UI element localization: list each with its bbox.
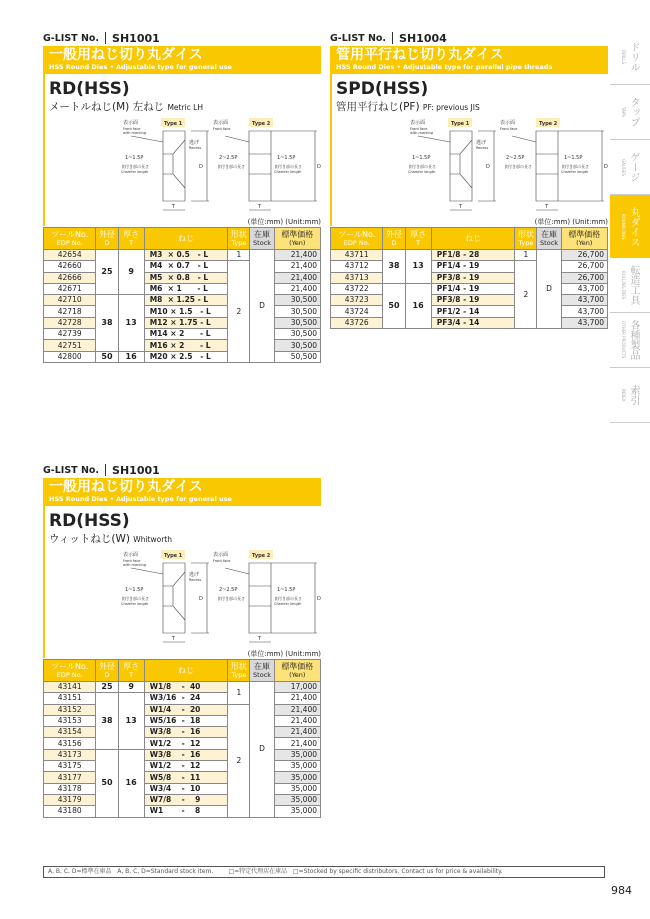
front-face-label: 表示面	[123, 120, 139, 126]
front-face-label-2: 表示面	[500, 120, 516, 126]
chamfer-en: Chamfer length	[121, 602, 149, 606]
thread-size: PF1/2 - 14	[431, 306, 515, 317]
table-row	[44, 682, 321, 693]
d-label: D	[486, 164, 490, 170]
header-stock: 在庫 Stock	[250, 660, 274, 682]
table-row	[44, 806, 321, 817]
price: 21,400	[274, 261, 320, 272]
front-face-en: Front face	[123, 559, 141, 563]
front-face-label: 表示面	[410, 120, 426, 126]
d-label-2: D	[604, 164, 608, 170]
product-table	[330, 227, 608, 329]
thread-size: W7/8 - 9	[144, 794, 228, 805]
front-face-en: Front face	[123, 127, 141, 131]
thread-type-en: PF: previous JIS	[422, 103, 480, 112]
edp-number: 43151	[44, 693, 96, 704]
edp-number: 42666	[44, 272, 96, 283]
glist-label: G-LIST No.	[43, 464, 100, 476]
diameter: 38	[383, 250, 405, 284]
thickness: 13	[405, 250, 431, 284]
die-dimension-diagram	[121, 118, 321, 213]
table-row	[44, 340, 321, 351]
glist-header	[43, 30, 321, 46]
header-price: 標準価格 (Yen)	[274, 228, 320, 250]
edp-number: 42660	[44, 261, 96, 272]
stock-code: D	[250, 682, 274, 818]
price: 43,700	[561, 283, 607, 294]
table-row	[331, 306, 608, 317]
edp-number: 43152	[44, 704, 96, 715]
header-t: 厚さ T	[118, 228, 144, 250]
d-label-2: D	[317, 164, 321, 170]
thread-size: PF1/4 - 19	[431, 283, 515, 294]
section-title: 一般用ねじ切り丸ダイス	[49, 479, 203, 495]
table-row	[331, 261, 608, 272]
header-type: 形状 Type	[228, 660, 250, 682]
type2-label: Type 2	[539, 121, 558, 127]
price: 30,500	[274, 295, 320, 306]
price: 43,700	[561, 295, 607, 306]
thickness: 16	[118, 749, 144, 817]
chamfer-jp-2: 食付き部の長さ	[504, 164, 532, 169]
thread-size: PF3/8 - 19	[431, 272, 515, 283]
t-label: T	[172, 636, 176, 642]
edp-number: 43712	[331, 261, 383, 272]
category-sidebar	[610, 30, 650, 423]
thickness: 16	[405, 283, 431, 328]
price: 17,000	[274, 682, 320, 693]
header-thread: ねじ	[144, 228, 228, 250]
chamfer-en: Chamfer length	[408, 170, 436, 174]
stock-code: D	[537, 250, 561, 329]
front-face-label-2: 表示面	[213, 552, 229, 558]
front-face-en-2: Front face	[213, 127, 231, 131]
sidebar-tab-other-products[interactable]	[610, 313, 650, 368]
header-thread: ねじ	[431, 228, 515, 250]
thread-type	[49, 99, 321, 114]
chamfer-jp: 食付き部の長さ	[121, 596, 149, 601]
edp-number: 42728	[44, 317, 96, 328]
sidebar-tab-label: 丸ダイス	[628, 206, 639, 247]
sidebar-tab-label-en: DRILLS	[621, 49, 626, 65]
thread-type-jp: 管用平行ねじ(PF)	[336, 101, 420, 113]
die-dimension-diagram	[121, 550, 321, 645]
price: 30,500	[274, 329, 320, 340]
sidebar-tab-label-en: ROLLING DIES	[621, 270, 626, 300]
price: 21,400	[274, 272, 320, 283]
edp-number: 43726	[331, 317, 383, 328]
price: 35,000	[274, 783, 320, 794]
page-number: 984	[611, 884, 632, 897]
price: 21,400	[274, 283, 320, 294]
price: 21,400	[274, 715, 320, 726]
table-row	[44, 715, 321, 726]
price: 43,700	[561, 306, 607, 317]
edp-number: 43723	[331, 295, 383, 306]
glist-label: G-LIST No.	[330, 32, 387, 44]
price: 43,700	[561, 317, 607, 328]
thread-size: W3/8 - 16	[144, 749, 228, 760]
thread-size: W1 - 8	[144, 806, 228, 817]
thread-type-jp: メートルねじ(M) 左ねじ	[49, 101, 165, 113]
thread-size: PF1/8 - 28	[431, 250, 515, 261]
header-thread: ねじ	[144, 660, 228, 682]
unit-note: (単位:mm) (Unit:mm)	[247, 218, 321, 226]
sidebar-tab-round-dies[interactable]	[610, 195, 650, 258]
model-name: RD(HSS)	[49, 79, 130, 99]
diameter: 50	[96, 351, 118, 362]
diameter: 50	[383, 283, 405, 328]
recess-en: Recess	[189, 146, 202, 150]
table-row	[44, 693, 321, 704]
header-d: 外径 D	[383, 228, 405, 250]
t-label-2: T	[258, 204, 262, 210]
header-price: 標準価格 (Yen)	[274, 660, 320, 682]
table-row	[44, 295, 321, 306]
front-face-en2: with marking	[410, 131, 433, 135]
thread-type	[49, 531, 321, 546]
edp-number: 43179	[44, 794, 96, 805]
chamfer-range-1: 1~1.5P	[412, 155, 431, 161]
edp-number: 42671	[44, 283, 96, 294]
header-stock: 在庫 Stock	[537, 228, 561, 250]
price: 26,700	[561, 272, 607, 283]
section-subtitle: HSS Round Dies • Adjustable type for general use	[49, 495, 232, 503]
t-label: T	[459, 204, 463, 210]
section-accent-line	[43, 478, 45, 658]
thread-type-jp: ウィットねじ(W)	[49, 533, 130, 545]
t-label-2: T	[545, 204, 549, 210]
sidebar-tab-label-en: OTHER PRODUCTS	[621, 321, 626, 359]
chamfer-en: Chamfer length	[121, 170, 149, 174]
table-row	[331, 317, 608, 328]
type1-label: Type 1	[451, 121, 470, 127]
header-stock: 在庫 Stock	[250, 228, 274, 250]
chamfer-jp-2: 食付き部の長さ	[217, 164, 245, 169]
thread-size: M16 × 2 - L	[144, 340, 228, 351]
section-accent-line	[43, 46, 45, 226]
header-d: 外径 D	[96, 660, 118, 682]
thread-size: W1/2 - 12	[144, 761, 228, 772]
front-face-label: 表示面	[123, 552, 139, 558]
front-face-label-2: 表示面	[213, 120, 229, 126]
thickness: 13	[118, 693, 144, 749]
glist-label: G-LIST No.	[43, 32, 100, 44]
sidebar-tab-taps[interactable]	[610, 85, 650, 140]
table-row	[44, 749, 321, 760]
section-title: 管用平行ねじ切り丸ダイス	[336, 47, 504, 63]
thread-size: M10 × 1.5 - L	[144, 306, 228, 317]
thread-size: M3 × 0.5 - L	[144, 250, 228, 261]
price: 21,400	[274, 704, 320, 715]
chamfer-range-2: 2~2.5P	[219, 587, 238, 593]
d-label: D	[199, 164, 203, 170]
price: 35,000	[274, 806, 320, 817]
thread-size: W3/8 - 16	[144, 727, 228, 738]
thickness: 9	[118, 250, 144, 295]
chamfer-range-3: 1~1.5P	[564, 155, 583, 161]
edp-number: 42739	[44, 329, 96, 340]
table-row	[44, 351, 321, 362]
edp-number: 43173	[44, 749, 96, 760]
table-row	[44, 794, 321, 805]
glist-number: SH1001	[112, 31, 160, 45]
edp-number: 43180	[44, 806, 96, 817]
stock-code: D	[250, 250, 274, 363]
sidebar-tab-label: ドリル	[628, 42, 639, 72]
recess-label: 逃げ	[476, 140, 487, 146]
d-label: D	[199, 596, 203, 602]
edp-number: 43154	[44, 727, 96, 738]
table-row	[44, 772, 321, 783]
edp-number: 43156	[44, 738, 96, 749]
price: 35,000	[274, 749, 320, 760]
table-row	[44, 317, 321, 328]
header-d: 外径 D	[96, 228, 118, 250]
type-value: 2	[228, 261, 250, 363]
sidebar-tab-index[interactable]	[610, 368, 650, 423]
thread-size: W3/4 - 10	[144, 783, 228, 794]
sidebar-tab-label: 索引	[628, 385, 639, 405]
table-row	[44, 306, 321, 317]
thread-size: PF1/4 - 19	[431, 261, 515, 272]
front-face-en-2: Front face	[500, 127, 518, 131]
chamfer-range-3: 1~1.5P	[277, 155, 296, 161]
thread-size: W1/4 - 20	[144, 704, 228, 715]
model-name: RD(HSS)	[49, 511, 130, 531]
chamfer-range-2: 2~2.5P	[219, 155, 238, 161]
glist-number: SH1004	[399, 31, 447, 45]
header-edp: ツールNo. EDP No.	[44, 228, 96, 250]
type1-label: Type 1	[164, 553, 183, 559]
table-row	[44, 738, 321, 749]
type2-label: Type 2	[252, 553, 271, 559]
model-name: SPD(HSS)	[336, 79, 429, 99]
sidebar-tab-label: ゲージ	[628, 152, 639, 182]
thread-size: PF3/4 - 14	[431, 317, 515, 328]
d-label-2: D	[317, 596, 321, 602]
chamfer-jp-2: 食付き部の長さ	[217, 596, 245, 601]
thickness: 9	[118, 682, 144, 693]
diameter: 50	[96, 749, 118, 817]
thread-size: W3/16 - 24	[144, 693, 228, 704]
table-row	[44, 329, 321, 340]
edp-number: 43178	[44, 783, 96, 794]
price: 30,500	[274, 306, 320, 317]
price: 26,700	[561, 250, 607, 261]
edp-number: 43722	[331, 283, 383, 294]
unit-note: (単位:mm) (Unit:mm)	[247, 650, 321, 658]
table-row	[44, 783, 321, 794]
sidebar-tab-label: 各種製品	[628, 320, 639, 360]
header-price: 標準価格 (Yen)	[561, 228, 607, 250]
section-spd-pf	[330, 30, 608, 329]
header-type: 形状 Type	[228, 228, 250, 250]
table-row	[44, 727, 321, 738]
diameter: 25	[96, 250, 118, 295]
die-dimension-diagram	[408, 118, 608, 213]
sidebar-tab-gauges[interactable]	[610, 140, 650, 195]
price: 35,000	[274, 794, 320, 805]
type1-label: Type 1	[164, 121, 183, 127]
chamfer-jp-3: 食付き部の長さ	[274, 596, 302, 601]
edp-number: 43141	[44, 682, 96, 693]
thread-type-en: Whitworth	[133, 535, 172, 544]
type-value: 1	[228, 250, 250, 261]
type-value: 1	[228, 682, 250, 705]
chamfer-range-1: 1~1.5P	[125, 587, 144, 593]
recess-en: Recess	[476, 146, 489, 150]
sidebar-tab-label-en: INDEX	[621, 388, 626, 402]
price: 21,400	[274, 738, 320, 749]
thickness: 16	[118, 351, 144, 362]
thread-size: PF3/8 - 19	[431, 295, 515, 306]
header-edp: ツールNo. EDP No.	[44, 660, 96, 682]
section-subtitle: HSS Round Dies • Adjustable type for general use	[49, 63, 232, 71]
thickness: 13	[118, 295, 144, 351]
price: 30,500	[274, 340, 320, 351]
price: 21,400	[274, 693, 320, 704]
header-t: 厚さ T	[405, 228, 431, 250]
unit-note: (単位:mm) (Unit:mm)	[534, 218, 608, 226]
edp-number: 43724	[331, 306, 383, 317]
sidebar-tab-label-en: ROUND DIES	[621, 213, 626, 240]
front-face-en: Front face	[410, 127, 428, 131]
price: 35,000	[274, 761, 320, 772]
thread-type	[336, 99, 608, 114]
table-row	[44, 272, 321, 283]
header-t: 厚さ T	[118, 660, 144, 682]
chamfer-jp: 食付き部の長さ	[121, 164, 149, 169]
glist-header	[43, 462, 321, 478]
price: 26,700	[561, 261, 607, 272]
recess-en: Recess	[189, 578, 202, 582]
table-row	[44, 283, 321, 294]
sidebar-tab-label-en: GAUGES	[621, 158, 626, 176]
edp-number: 42654	[44, 250, 96, 261]
sidebar-tab-label-en: TAPS	[621, 107, 626, 117]
sidebar-tab-label: 転造工具	[628, 265, 639, 305]
thread-size: M6 × 1 - L	[144, 283, 228, 294]
table-row	[44, 761, 321, 772]
chamfer-jp-3: 食付き部の長さ	[274, 164, 302, 169]
price: 50,500	[274, 351, 320, 362]
edp-number: 43713	[331, 272, 383, 283]
price: 21,400	[274, 250, 320, 261]
sidebar-tab-drills[interactable]	[610, 30, 650, 85]
edp-number: 42718	[44, 306, 96, 317]
thread-size: M20 × 2.5 - L	[144, 351, 228, 362]
chamfer-en-3: Chamfer length	[274, 602, 302, 606]
price: 30,500	[274, 317, 320, 328]
thread-size: W1/2 - 12	[144, 738, 228, 749]
edp-number: 42710	[44, 295, 96, 306]
product-table	[43, 659, 321, 818]
price: 35,000	[274, 772, 320, 783]
section-title: 一般用ねじ切り丸ダイス	[49, 47, 203, 63]
chamfer-en-3: Chamfer length	[561, 170, 589, 174]
table-row	[44, 261, 321, 272]
diameter: 38	[96, 295, 118, 351]
thread-size: M8 × 1.25 - L	[144, 295, 228, 306]
chamfer-range-3: 1~1.5P	[277, 587, 296, 593]
header-edp: ツールNo. EDP No.	[331, 228, 383, 250]
price: 21,400	[274, 727, 320, 738]
stock-legend: A, B, C, D=標準在庫品 A, B, C, D=Standard stock item. □=特定代理店在庫品 □=Stocked by specific distributors. Contact us for price & availability.	[43, 866, 605, 878]
type-value: 1	[515, 250, 537, 261]
thread-size: M14 × 2 - L	[144, 329, 228, 340]
diameter: 38	[96, 693, 118, 749]
table-row	[44, 704, 321, 715]
edp-number: 43175	[44, 761, 96, 772]
table-row	[331, 272, 608, 283]
product-table	[43, 227, 321, 363]
recess-label: 逃げ	[189, 140, 200, 146]
thread-size: M4 × 0.7 - L	[144, 261, 228, 272]
thread-size: M5 × 0.8 - L	[144, 272, 228, 283]
section-rd-whitworth	[43, 462, 321, 818]
edp-number: 43153	[44, 715, 96, 726]
title-band	[43, 46, 321, 74]
diameter: 25	[96, 682, 118, 693]
t-label: T	[172, 204, 176, 210]
title-band	[330, 46, 608, 74]
section-subtitle: HSS Round Dies • Adjustable type for parallel pipe threads	[336, 63, 553, 71]
glist-number: SH1001	[112, 463, 160, 477]
thread-size: W5/16 - 18	[144, 715, 228, 726]
thread-type-en: Metric LH	[167, 103, 203, 112]
front-face-en2: with marking	[123, 563, 146, 567]
table-row	[331, 283, 608, 294]
chamfer-en-3: Chamfer length	[274, 170, 302, 174]
header-type: 形状 Type	[515, 228, 537, 250]
edp-number: 43711	[331, 250, 383, 261]
chamfer-jp-3: 食付き部の長さ	[561, 164, 589, 169]
table-row	[331, 295, 608, 306]
t-label-2: T	[258, 636, 262, 642]
table-row	[331, 250, 608, 261]
glist-header	[330, 30, 608, 46]
chamfer-range-2: 2~2.5P	[506, 155, 525, 161]
thread-size: W1/8 - 40	[144, 682, 228, 693]
front-face-en2: with marking	[123, 131, 146, 135]
edp-number: 43177	[44, 772, 96, 783]
type-value: 2	[515, 261, 537, 329]
front-face-en-2: Front face	[213, 559, 231, 563]
title-band	[43, 478, 321, 506]
type-value: 2	[228, 704, 250, 817]
recess-label: 逃げ	[189, 572, 200, 578]
table-row	[44, 250, 321, 261]
sidebar-tab-label: タップ	[628, 97, 639, 127]
sidebar-tab-rolling-dies[interactable]	[610, 258, 650, 313]
chamfer-jp: 食付き部の長さ	[408, 164, 436, 169]
edp-number: 42800	[44, 351, 96, 362]
type2-label: Type 2	[252, 121, 271, 127]
chamfer-range-1: 1~1.5P	[125, 155, 144, 161]
section-accent-line	[330, 46, 332, 226]
thread-size: W5/8 - 11	[144, 772, 228, 783]
section-rd-metric-lh	[43, 30, 321, 363]
thread-size: M12 × 1.75 - L	[144, 317, 228, 328]
edp-number: 42751	[44, 340, 96, 351]
